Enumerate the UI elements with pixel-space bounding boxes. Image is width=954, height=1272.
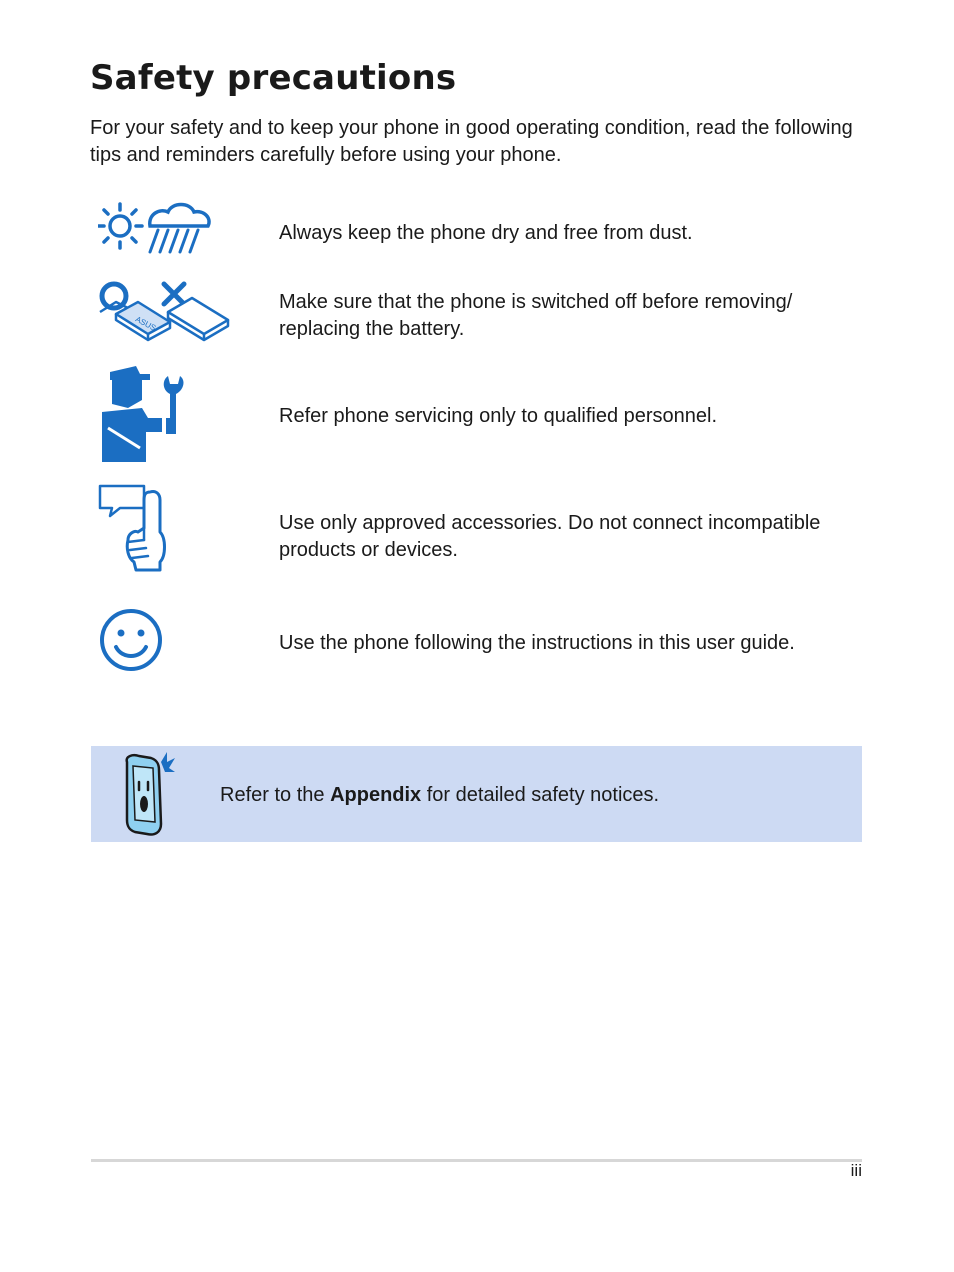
- tip-text-service: Refer phone servicing only to qualified personnel.: [279, 405, 718, 427]
- note-box: [91, 746, 862, 842]
- smiley-icon: [98, 607, 164, 673]
- sun-rain-icon: [98, 200, 214, 256]
- tip-text-battery: Make sure that the phone is switched off before removing/ replacing the battery.: [279, 291, 793, 340]
- footer-rule: [91, 1159, 862, 1162]
- tip-text-accessories: Use only approved accessories. Do not connect incompatible products or devices.: [279, 512, 821, 561]
- tip-text-userguide: Use the phone following the instructions in this user guide.: [279, 632, 795, 654]
- battery-swap-icon: [98, 280, 232, 346]
- battery-brand-label: ASUS: [133, 314, 158, 333]
- appendix-label: Appendix: [330, 784, 422, 806]
- page-title: Safety precautions: [90, 58, 457, 98]
- tip-text-dry: Always keep the phone dry and free from dust.: [279, 222, 693, 244]
- note-text: [220, 782, 659, 809]
- speech-finger-icon: [98, 482, 170, 574]
- note-prefix: Refer to the: [220, 784, 331, 806]
- service-technician-icon: [98, 366, 192, 464]
- surprised-phone-icon: [121, 752, 175, 838]
- intro-paragraph: For your safety and to keep your phone in good operating condition, read the following tips and reminders carefully before using your phone.: [90, 117, 853, 166]
- page-number: iii: [850, 1161, 862, 1180]
- note-suffix: for detailed safety notices.: [421, 784, 660, 806]
